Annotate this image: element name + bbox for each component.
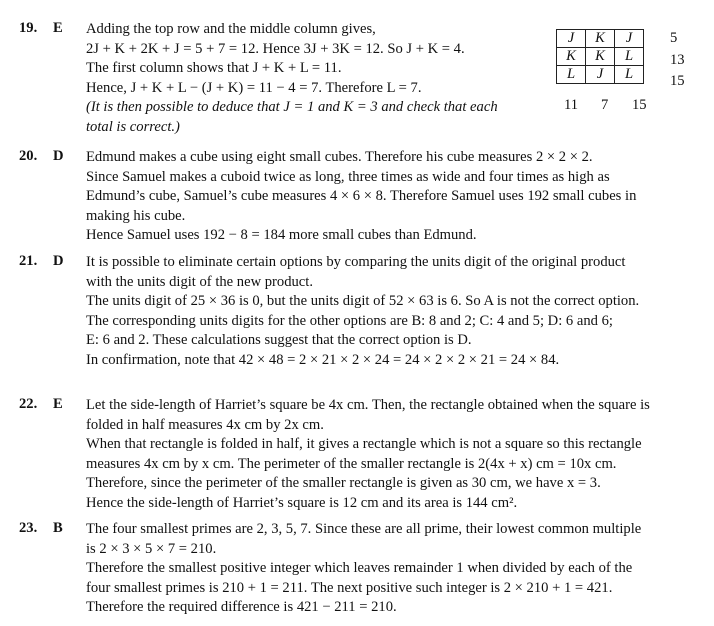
question-number: 21.	[19, 253, 38, 269]
solution-line: The four smallest primes are 2, 3, 5, 7. Since these are all prime, their lowest common multiple	[86, 521, 642, 537]
row-sum: 13	[670, 52, 685, 68]
answer-letter: E	[53, 396, 63, 412]
solution-line: The units digit of 25 × 36 is 0, but the units digit of 52 × 63 is 6. So A is not the correct option.	[86, 293, 640, 309]
solution-line: with the units digit of the new product.	[86, 273, 313, 290]
answer-letter: B	[53, 520, 63, 536]
solution-line: Hence, J + K + L − (J + K) = 11 − 4 = 7. Therefore L = 7.	[86, 79, 422, 96]
solution-line: (It is then possible to deduce that J = 1 and K = 3 and check that each	[86, 99, 498, 115]
solution-line: Therefore, since the perimeter of the smaller rectangle is given as 30 cm, we have x = 3.	[86, 475, 601, 491]
grid-cell: K	[586, 30, 615, 48]
solution-line: folded in half measures 4x cm by 2x cm.	[86, 416, 324, 433]
solution-line: total is correct.)	[86, 118, 180, 135]
solution-line: making his cube.	[86, 207, 186, 224]
solution-line: Hence the side-length of Harriet’s square is 12 cm and its area is 144 cm².	[86, 494, 518, 511]
row-sum: 5	[670, 30, 678, 46]
grid-cell: J	[586, 66, 615, 84]
question-number: 20.	[19, 148, 38, 164]
column-sum: 11	[564, 97, 579, 113]
row-sum: 15	[670, 73, 685, 89]
solution-line: is 2 × 3 × 5 × 7 = 210.	[86, 540, 217, 557]
grid-cell: K	[557, 48, 586, 66]
question-number: 19.	[19, 20, 38, 36]
grid-cell: J	[615, 30, 644, 48]
solution-line: When that rectangle is folded in half, it gives a rectangle which is not a square so this rectangle	[86, 436, 642, 452]
column-sum: 7	[601, 97, 609, 113]
solution-line: It is possible to eliminate certain options by comparing the units digit of the original product	[86, 254, 626, 270]
grid-cell: J	[557, 30, 586, 48]
grid-cell: L	[557, 66, 586, 84]
solution-line: Therefore the smallest positive integer which leaves remainder 1 when divided by each of the	[86, 560, 633, 576]
solution-line: E: 6 and 2. These calculations suggest that the correct option is D.	[86, 332, 472, 348]
solution-line: Let the side-length of Harriet’s square be 4x cm. Then, the rectangle obtained when the square is	[86, 397, 650, 413]
question-number: 22.	[19, 396, 38, 412]
answer-letter: D	[53, 148, 64, 164]
solution-line: Since Samuel makes a cuboid twice as long, three times as wide and four times as high as	[86, 168, 610, 185]
grid-cell: L	[615, 48, 644, 66]
solution-line: Adding the top row and the middle column gives,	[86, 21, 376, 37]
letter-grid	[556, 29, 644, 84]
column-sum: 15	[632, 97, 647, 113]
question-number: 23.	[19, 520, 38, 536]
solution-line: Edmund makes a cube using eight small cubes. Therefore his cube measures 2 × 2 × 2.	[86, 149, 593, 165]
solution-line: four smallest primes is 210 + 1 = 211. The next positive such integer is 2 × 210 + 1 = 421.	[86, 579, 613, 596]
solution-line: measures 4x cm by x cm. The perimeter of the smaller rectangle is 2(4x + x) cm = 10x cm.	[86, 455, 617, 472]
solution-line: The first column shows that J + K + L = 11.	[86, 60, 342, 76]
grid-cell: K	[586, 48, 615, 66]
grid-cell: L	[615, 66, 644, 84]
solution-line: The corresponding units digits for the other options are B: 8 and 2; C: 4 and 5; D: 6 and 6;	[86, 312, 613, 329]
solution-line: 2J + K + 2K + J = 5 + 7 = 12. Hence 3J + 3K = 12. So J + K = 4.	[86, 40, 465, 57]
answer-letter: D	[53, 253, 64, 269]
solution-line: Edmund’s cube, Samuel’s cube measures 4 × 6 × 8. Therefore Samuel uses 192 small cubes in	[86, 188, 637, 204]
solution-line: Therefore the required difference is 421 − 211 = 210.	[86, 599, 397, 615]
solution-line: In confirmation, note that 42 × 48 = 2 × 21 × 2 × 24 = 24 × 2 × 2 × 21 = 24 × 84.	[86, 351, 560, 368]
solution-line: Hence Samuel uses 192 − 8 = 184 more small cubes than Edmund.	[86, 227, 477, 243]
answer-letter: E	[53, 20, 63, 36]
